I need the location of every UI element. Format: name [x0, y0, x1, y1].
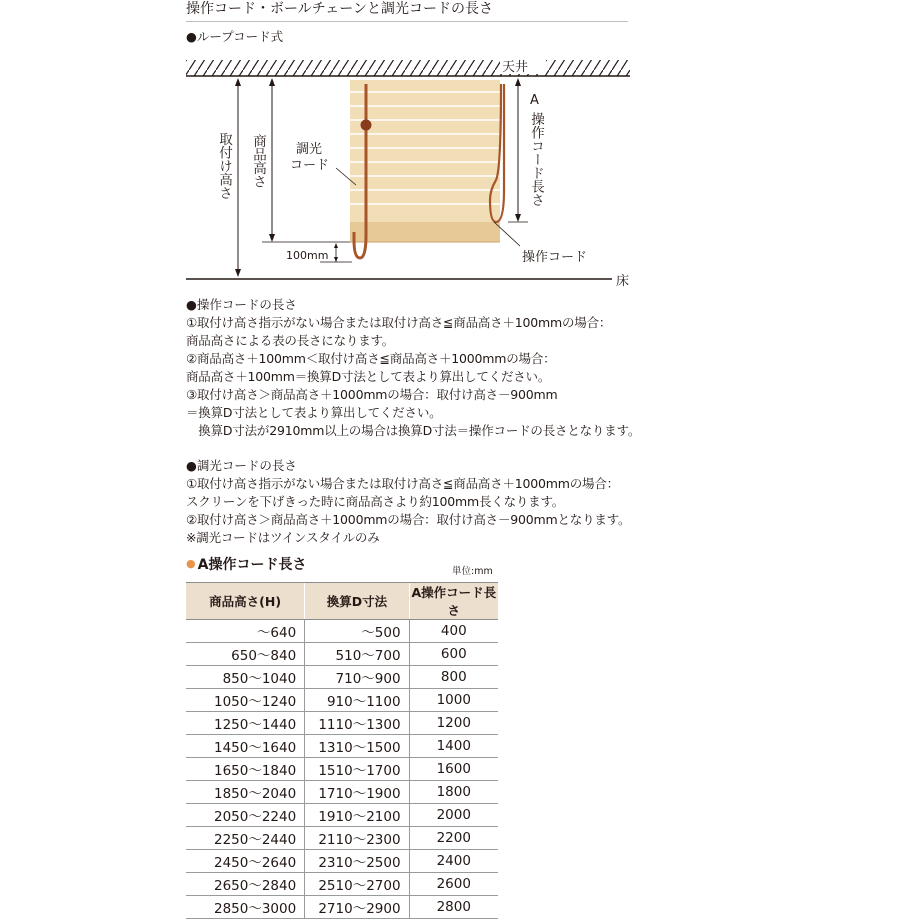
cell-product-height: 1050～1240 — [186, 689, 305, 712]
op-line-2: 商品高さによる表の長さになります。 — [186, 333, 395, 348]
cell-converted-d: 2310～2500 — [305, 850, 409, 873]
mount-height-label: 取付け高さ — [216, 132, 232, 200]
table-heading-text: A操作コード長さ — [197, 557, 307, 573]
cell-converted-d: ～500 — [305, 620, 409, 643]
cell-a-cord-length: 1600 — [409, 758, 498, 781]
cell-product-height: 650～840 — [186, 643, 305, 666]
dim-line-4: ※調光コードはツインスタイルのみ — [186, 530, 380, 545]
table-row — [186, 643, 498, 666]
bullet-icon: ● — [186, 557, 196, 570]
cell-converted-d: 1710～1900 — [305, 781, 409, 804]
op-section-heading: ●操作コードの長さ — [186, 297, 297, 312]
op-line-4: 商品高さ＋100mm＝換算D寸法として表より算出してください。 — [186, 369, 551, 384]
dimming-cord-label-1: 調光 — [296, 142, 323, 157]
cell-converted-d: 910～1100 — [305, 689, 409, 712]
op-line-7: 換算D寸法が2910mm以上の場合は換算D寸法＝操作コードの長さとなります。 — [186, 423, 641, 438]
cell-converted-d: 1310～1500 — [305, 735, 409, 758]
operation-cord-label: 操作コード — [522, 250, 588, 265]
cell-converted-d: 1510～1700 — [305, 758, 409, 781]
dim-line-1: ①取付け高さ指示がない場合または取付け高さ≦商品高さ＋1000mmの場合： — [186, 476, 619, 491]
table-row — [186, 896, 498, 919]
product-height-label: 商品高さ — [250, 134, 266, 188]
table-row — [186, 804, 498, 827]
table-row — [186, 873, 498, 896]
cell-product-height: 2050～2240 — [186, 804, 305, 827]
cell-a-cord-length: 2000 — [409, 804, 498, 827]
op-line-5: ③取付け高さ＞商品高さ＋1000mmの場合：取付け高さ－900mm — [186, 387, 558, 402]
cell-a-cord-length: 400 — [409, 620, 498, 643]
cell-product-height: 850～1040 — [186, 666, 305, 689]
op-line-1: ①取付け高さ指示がない場合または取付け高さ≦商品高さ＋100mmの場合： — [186, 315, 612, 330]
cell-a-cord-length: 600 — [409, 643, 498, 666]
cell-a-cord-length: 1200 — [409, 712, 498, 735]
table-row — [186, 781, 498, 804]
dim-section-heading: ●調光コードの長さ — [186, 458, 297, 473]
table-row — [186, 689, 498, 712]
page-title: 操作コード・ボールチェーンと調光コードの長さ — [186, 1, 494, 17]
cell-product-height: 2450～2640 — [186, 850, 305, 873]
cell-a-cord-length: 1800 — [409, 781, 498, 804]
bottom-bar — [350, 222, 500, 242]
cell-a-cord-length: 2600 — [409, 873, 498, 896]
cell-product-height: 1250～1440 — [186, 712, 305, 735]
cell-product-height: ～640 — [186, 620, 305, 643]
loop-cord-diagram — [0, 0, 900, 300]
header-a-cord-length: A操作コード長さ — [409, 583, 498, 620]
table-row — [186, 712, 498, 735]
cell-product-height: 1650～1840 — [186, 758, 305, 781]
cell-a-cord-length: 2400 — [409, 850, 498, 873]
cell-converted-d: 1110～1300 — [305, 712, 409, 735]
op-line-6: ＝換算D寸法として表より算出してください。 — [186, 405, 442, 420]
cell-product-height: 2850～3000 — [186, 896, 305, 919]
cell-a-cord-length: 800 — [409, 666, 498, 689]
dimming-cord-knob — [361, 120, 372, 131]
cell-product-height: 1450～1640 — [186, 735, 305, 758]
table-row — [186, 620, 498, 643]
dim-line-2: スクリーンを下げきった時に商品高さより約100mm長くなります。 — [186, 494, 565, 509]
cell-product-height: 2650～2840 — [186, 873, 305, 896]
table-row — [186, 758, 498, 781]
table-heading — [186, 555, 306, 574]
table-header-row — [186, 583, 498, 620]
op-line-3: ②商品高さ＋100mm＜取付け高さ≦商品高さ＋1000mmの場合： — [186, 351, 556, 366]
cell-a-cord-length: 2200 — [409, 827, 498, 850]
cell-product-height: 1850～2040 — [186, 781, 305, 804]
cell-a-cord-length: 2800 — [409, 896, 498, 919]
table-row — [186, 827, 498, 850]
dimming-cord-label-2: コード — [290, 158, 330, 173]
cell-a-cord-length: 1400 — [409, 735, 498, 758]
header-converted-d: 換算D寸法 — [305, 583, 409, 620]
cord-length-table — [186, 582, 498, 919]
table-unit: 単位:mm — [452, 566, 493, 577]
blind-screen — [350, 80, 500, 242]
ceiling-label: 天井 — [502, 60, 529, 75]
cell-a-cord-length: 1000 — [409, 689, 498, 712]
floor-label: 床 — [616, 274, 630, 289]
table-row — [186, 850, 498, 873]
ceiling-hatch — [186, 60, 630, 76]
dim-line-3: ②取付け高さ＞商品高さ＋1000mmの場合：取付け高さ－900mmとなります。 — [186, 512, 631, 527]
table-row — [186, 735, 498, 758]
cell-product-height: 2250～2440 — [186, 827, 305, 850]
cell-converted-d: 710～900 — [305, 666, 409, 689]
cell-converted-d: 2710～2900 — [305, 896, 409, 919]
header-product-height: 商品高さ(H) — [186, 583, 305, 620]
a-label: A — [530, 93, 539, 108]
cell-converted-d: 2510～2700 — [305, 873, 409, 896]
table-row — [186, 666, 498, 689]
cell-converted-d: 510～700 — [305, 643, 409, 666]
cell-converted-d: 1910～2100 — [305, 804, 409, 827]
a-cord-length-label: 操作コード長さ — [528, 112, 544, 207]
cell-converted-d: 2110～2300 — [305, 827, 409, 850]
diagram-heading: ●ループコード式 — [186, 29, 284, 44]
gap-label: 100mm — [286, 249, 329, 262]
